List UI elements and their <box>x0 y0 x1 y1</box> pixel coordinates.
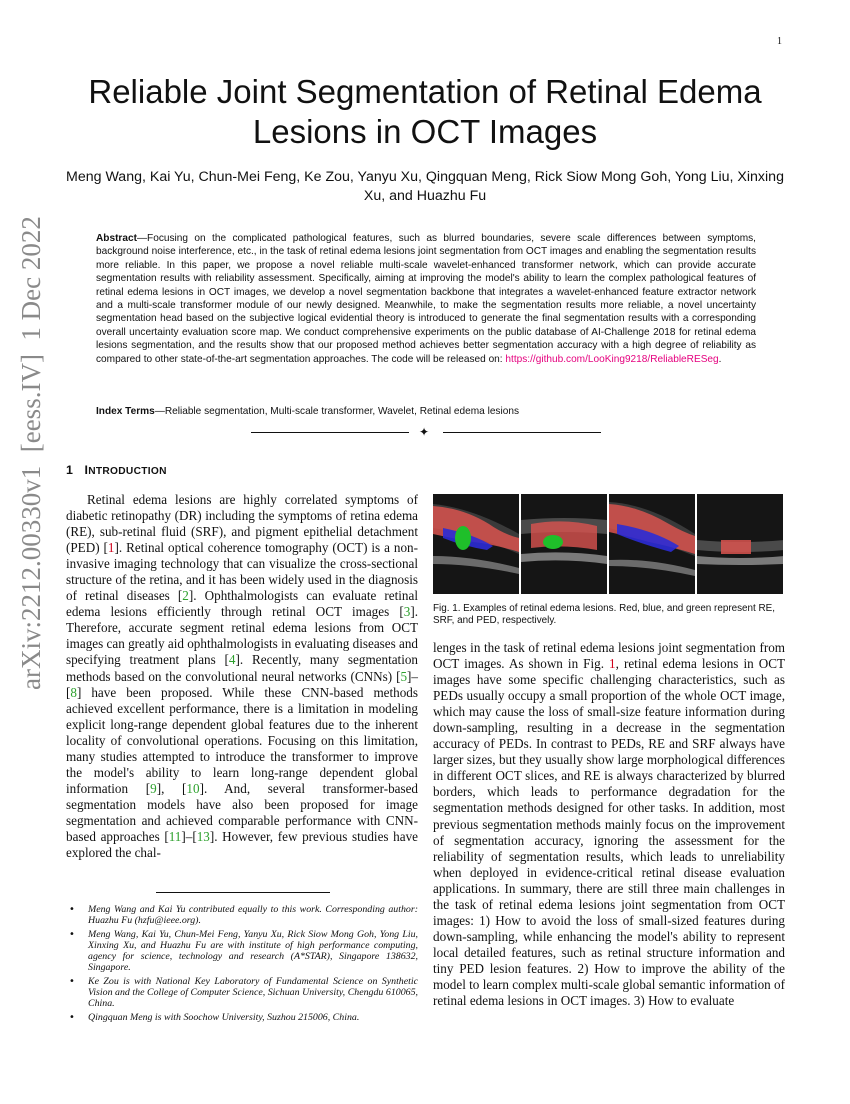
text-run: ]. And, several transformer-based segmentation models have also been proposed for image segmentation and achieved comparable performance with CNN-based approaches [ <box>66 780 419 844</box>
abstract-label: Abstract <box>96 233 137 244</box>
text-run: ]. Ophthalmologists can evaluate retinal edema lesions efficiently through retinal OCT images [ <box>66 588 418 620</box>
text-run: lenges in the task of retinal edema lesions joint segmentation from OCT images. As shown in Fig. <box>433 640 785 672</box>
text-run: ]. Retinal optical coherence tomography (OCT) is a non-invasive imaging technology that can visualize the cross-sectional structure of the retina, and it has been widely used in the diagnosis of retinal diseases [ <box>66 540 418 604</box>
abstract-end: . <box>718 353 722 365</box>
text-run: ]–[ <box>181 828 197 844</box>
oct-panel-4 <box>697 494 783 594</box>
author-list: Meng Wang, Kai Yu, Chun-Mei Feng, Ke Zou, Yanyu Xu, Qingquan Meng, Rick Siow Mong Goh, Yong Liu, Xinxing Xu, and Huazhu Fu <box>66 169 784 204</box>
lesion-ped <box>455 526 471 550</box>
oct-panel-3 <box>609 494 695 594</box>
citation-link[interactable]: 10 <box>186 780 200 796</box>
citation-link[interactable]: 13 <box>196 828 210 844</box>
intro-paragraph <box>66 492 418 861</box>
right-column-body <box>433 640 785 1009</box>
arxiv-identifier-text: arXiv:2212.00330v1 [eess.IV] 1 Dec 2022 <box>16 216 46 690</box>
index-terms-label: Index Terms <box>96 406 155 417</box>
text-run: ]. Therefore, accurate segment retinal edema lesions from OCT images can greatly aid ophthalmologists in evaluating diseases and specifying treatment plans [ <box>66 604 418 668</box>
footnote-item: • Ke Zou is with National Key Laboratory of Fundamental Science on Synthetic Vision and the College of Computer Science, Sichuan University, Chengdu 610065, China. <box>66 976 418 1010</box>
intro-paragraph-continued <box>433 640 785 1009</box>
index-terms <box>96 405 756 418</box>
footnotes <box>66 904 418 1025</box>
citation-link[interactable]: 2 <box>182 588 189 604</box>
text-run: ]. However, few previous studies have explored the chal- <box>66 828 418 861</box>
citation-link[interactable]: 1 <box>107 540 115 556</box>
footnote-item: • Qingquan Meng is with Soochow University, Suzhou 215006, China. <box>66 1012 418 1023</box>
footnote-item: • Meng Wang, Kai Yu, Chun-Mei Feng, Yanyu Xu, Rick Siow Mong Goh, Yong Liu, Xinxing Xu, and Huazhu Fu are with institute of high performance computing, agency for science, technology and research (A*STAR), Singapore 138632, Singapore. <box>66 929 418 974</box>
paper-title: Reliable Joint Segmentation of Retinal Edema Lesions in OCT Images <box>88 73 762 150</box>
footnote-rule <box>156 892 330 893</box>
section-title-rest: NTRODUCTION <box>88 466 167 477</box>
section-title-initial: I <box>84 463 89 477</box>
text-run: ] have been proposed. While these CNN-based methods achieved excellent performance, there is a limitation in modeling explicit long-range dependent global features due to the inherent locality of convolutional operations. Focusing on this limitation, many studies attempted to introduce the transformer to improve the model's ability to learn long-range dependent global information [ <box>66 684 418 796</box>
oct-panel-2 <box>521 494 607 594</box>
text-run: ]–[ <box>66 668 418 700</box>
oct-panel-1 <box>433 494 519 594</box>
lesion-re <box>721 540 751 554</box>
citation-link[interactable]: 4 <box>228 652 236 668</box>
figure-reference-link[interactable]: 1 <box>609 656 616 672</box>
page-number: 1 <box>777 36 782 47</box>
abstract <box>96 232 756 366</box>
section-number: 1 <box>66 463 74 477</box>
figure-oct-examples <box>433 494 784 594</box>
abstract-text: —Focusing on the complicated pathological features, such as blurred boundaries, severe scale differences between symptoms, background noise interference, etc., in the task of retinal edema lesions joint segmentation from OCT images and enabling the segmentation results more reliable. In this paper, we propose a novel reliable multi-scale wavelet-enhanced transformer network, which can provide accurate segmentation results with reliability assessment. Specifically, aiming at improving the model's ability to learn the complex pathological features of retinal edema lesions in OCT images, we develop a novel segmentation backbone that integrates a wavelet-enhanced feature extractor network and a multi-scale transformer module of our newly designed. Meanwhile, to make the segmentation results more reliable, a novel uncertainty segmentation head based on the subjective logical evidential theory is introduced to generate the final segmentation results with a corresponding overall uncertainty evaluation score map. We conduct comprehensive experiments on the public database of AI-Challenge 2018 for retinal edema lesions segmentation, and the results show that our proposed method achieves better segmentation accuracy with a high degree of reliability as compared to other state-of-the-art segmentation approaches. The code will be released on: <box>96 233 756 365</box>
diamond-icon: ✦ <box>419 425 430 439</box>
divider-line-left <box>251 432 409 433</box>
citation-link[interactable]: 8 <box>70 684 77 700</box>
lesion-ped <box>543 535 563 549</box>
index-terms-text: —Reliable segmentation, Multi-scale transformer, Wavelet, Retinal edema lesions <box>154 406 520 417</box>
citation-link[interactable]: 11 <box>168 828 182 844</box>
divider-line-right <box>443 432 601 433</box>
footnote-item: • Meng Wang and Kai Yu contributed equally to this work. Corresponding author: Huazhu Fu (hzfu@ieee.org). <box>66 904 418 927</box>
citation-link[interactable]: 5 <box>400 668 408 684</box>
text-run: ]. Recently, many segmentation methods based on the convolutional neural networks (CNNs) [ <box>66 652 418 684</box>
section-heading <box>66 463 167 477</box>
code-link[interactable]: https://github.com/LooKing9218/ReliableRESeg <box>505 353 719 365</box>
text-run: ], [ <box>156 780 187 796</box>
left-column-body <box>66 492 418 861</box>
text-run: Retinal edema lesions are highly correlated symptoms of diabetic retinopathy (DR) including the symptoms of retina edema (RE), sub-retinal fluid (SRF), and pigment epithelial detachment (PED) [ <box>66 492 418 556</box>
arxiv-identifier-stamp <box>0 0 56 1100</box>
section-divider <box>251 424 601 440</box>
citation-link[interactable]: 9 <box>150 780 157 796</box>
figure-caption: Fig. 1. Examples of retinal edema lesions. Red, blue, and green represent RE, SRF, and PED, respectively. <box>433 603 775 627</box>
citation-link[interactable]: 3 <box>403 604 411 620</box>
text-run: , retinal edema lesions in OCT images have some specific challenging characteristics, such as PEDs usually occupy a small proportion of the whole OCT image, which may cause the loss of small-size feature information during down-sampling, resulting in a decrease in the segmentation accuracy of PEDs. In contrast to PEDs, RE and SRF always have larger sizes, but they usually show large morphological differences in different OCT slices, and RE is always characterized by blurred borders, which leads to performance degradation for the segmentation methods designed for other tasks. In addition, most previous segmentation methods mainly focus on the improvement of segmentation accuracy, ignoring the assessment for the reliability of segmentation results, which leads to unreliability when deployed in evidence-critical retinal disease evaluation applications. In summary, there are still three main challenges in the task of retinal edema lesions joint segmentation from OCT images: 1) How to avoid the loss of small-sized features during down-sampling, while enhancing the model's ability to represent local detailed features, such as retinal structure information and tiny PED lesion features. 2) How to improve the ability of the model to learn complex multi-scale global semantic information of retinal edema lesions in OCT images. 3) How to evaluate <box>433 656 785 1009</box>
lesion-re <box>531 521 597 550</box>
